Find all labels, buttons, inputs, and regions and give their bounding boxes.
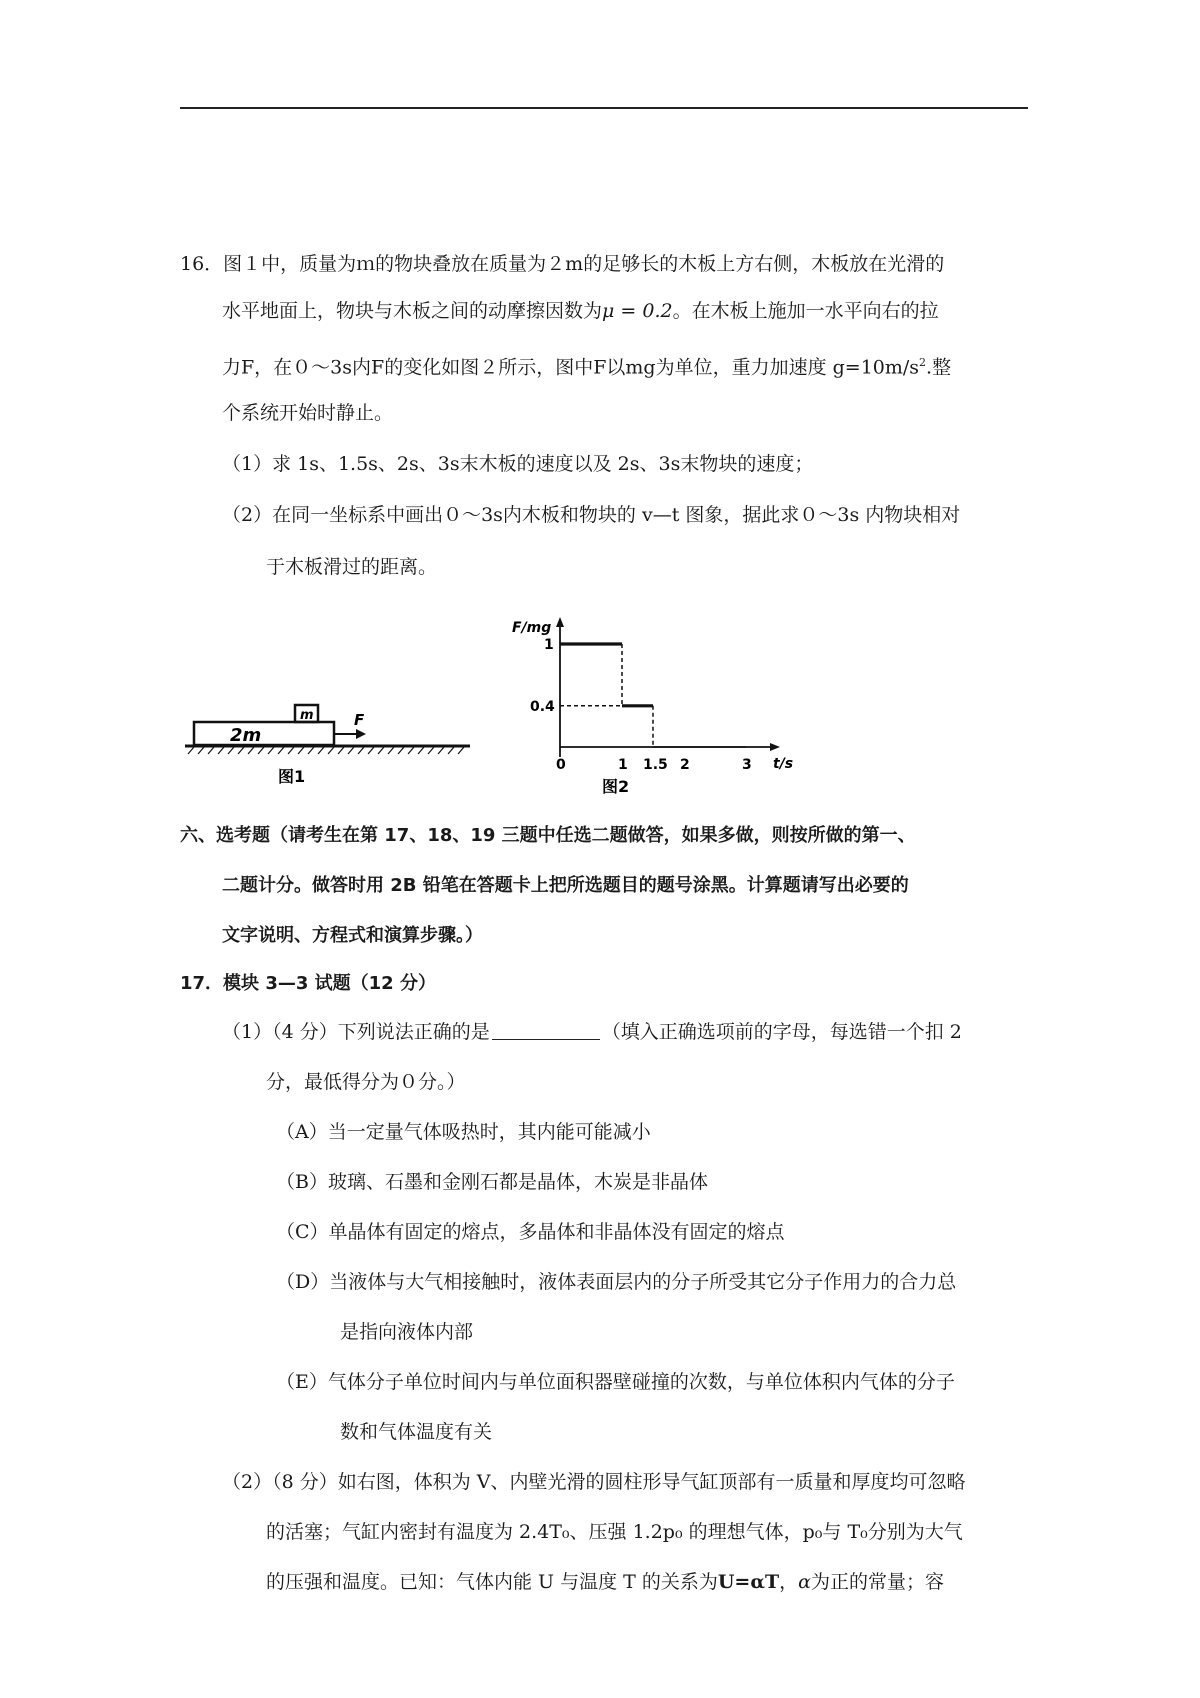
q17-part-1-text: （1）（4 分）下列说法正确的是 (222, 1021, 490, 1043)
q17-title: 17．模块 3—3 试题（12 分） (180, 973, 436, 994)
figure-2-caption: 图2 (602, 777, 630, 796)
q17-part-2-line-3-text: 的压强和温度。已知：气体内能 U 与温度 T 的关系为 (266, 1571, 718, 1593)
friction-coefficient: μ = 0.2 (602, 300, 673, 322)
q17-part-2-line-1: （2）（8 分）如右图，体积为 V、内壁光滑的圆柱形导气缸顶部有一质量和厚度均可忽略 (222, 1471, 966, 1493)
q16-line-3-tail: .整 (926, 356, 952, 379)
y-axis-arrowhead (556, 617, 564, 627)
x-axis-label: t/s (773, 756, 794, 772)
q17-option-d-line-2: 是指向液体内部 (340, 1321, 474, 1343)
x-tick-label-1-5: 1.5 (643, 757, 668, 773)
q16-sub-2-line-1: （2）在同一坐标系中画出０～3s内木板和物块的 v—t 图象，据此求０～3s 内物块相对 (222, 504, 961, 526)
q16-line-3 (222, 349, 951, 381)
q16-line-2 (222, 297, 939, 325)
ground-hatching (185, 746, 470, 754)
figure-1 (180, 690, 480, 800)
q16-line-3-text: 力F，在０～3s内F的变化如图２所示，图中F以mg为单位，重力加速度 g=10m/s (222, 356, 920, 379)
q16-line-1: 16．图１中，质量为ｍ的物块叠放在质量为２m的足够长的木板上方右侧，木板放在光滑的 (180, 253, 945, 275)
x-tick-label-0: 0 (556, 757, 566, 773)
section-6-line-1: 六、选考题（请考生在第 17、18、19 三题中任选二题做答，如果多做，则按所做的第一、 (180, 825, 916, 846)
header-rule (180, 107, 1028, 109)
q17-option-a: （A）当一定量气体吸热时，其内能可能减小 (276, 1121, 651, 1143)
q17-part-1-line-1 (222, 1018, 962, 1046)
block-label: m (300, 708, 314, 723)
q17-part-2-line-3-tail: 为正的常量；容 (810, 1571, 944, 1593)
q17-part-2-line-2: 的活塞；气缸内密封有温度为 2.4T₀、压强 1.2p₀ 的理想气体，p₀与 T₀分别为大气 (266, 1521, 963, 1543)
force-label: F (354, 711, 365, 729)
x-tick-label-2: 2 (680, 757, 690, 773)
q16-sub-1: （1）求 1s、1.5s、2s、3s末木板的速度以及 2s、3s末物块的速度； (222, 453, 814, 475)
force-arrowhead (356, 729, 366, 739)
q16-line-2-text: 水平地面上，物块与木板之间的动摩擦因数为 (222, 300, 603, 322)
q17-option-e-line-2: 数和气体温度有关 (340, 1421, 493, 1443)
x-axis-arrowhead (770, 743, 780, 751)
board-label: 2m (230, 725, 262, 746)
q17-part-1-tail: （填入正确选项前的字母，每选错一个扣 2 (601, 1021, 962, 1043)
y-axis-label: F/mg (512, 620, 552, 636)
q16-sub-2-line-2: 于木板滑过的距离。 (266, 556, 438, 578)
q17-part-1-line-2: 分，最低得分为０分。） (266, 1071, 466, 1093)
figure-1-caption: 图1 (278, 767, 306, 786)
q16-line-2-tail: 。在木板上施加一水平向右的拉 (672, 300, 939, 322)
q16-line-4: 个系统开始时静止。 (222, 402, 394, 424)
q16-line-3-sup: 2 (919, 356, 927, 369)
q17-part-2-line-3 (266, 1568, 944, 1596)
x-tick-label-1: 1 (618, 757, 628, 773)
board-rect (194, 722, 334, 745)
q17-option-c: （C）单晶体有固定的熔点，多晶体和非晶体没有固定的熔点 (276, 1221, 785, 1243)
q17-option-d-line-1: （D）当液体与大气相接触时，液体表面层内的分子所受其它分子作用力的合力总 (276, 1271, 957, 1293)
alpha-symbol: α (798, 1571, 811, 1593)
answer-blank[interactable] (492, 1019, 600, 1040)
q17-option-b: （B）玻璃、石墨和金刚石都是晶体，木炭是非晶体 (276, 1171, 708, 1193)
q17-option-e-line-1: （E）气体分子单位时间内与单位面积器壁碰撞的次数，与单位体积内气体的分子 (276, 1371, 955, 1393)
x-tick-label-3: 3 (742, 757, 752, 773)
q17-part-2-comma: ， (779, 1571, 799, 1593)
figure-2 (490, 612, 800, 802)
y-tick-label-1: 1 (544, 637, 554, 653)
section-6-line-2: 二题计分。做答时用 2B 铅笔在答题卡上把所选题目的题号涂黑。计算题请写出必要的 (222, 875, 909, 896)
energy-formula: U=αT (717, 1571, 780, 1593)
section-6-line-3: 文字说明、方程式和演算步骤。） (222, 925, 483, 946)
y-tick-label-0-4: 0.4 (530, 698, 555, 715)
